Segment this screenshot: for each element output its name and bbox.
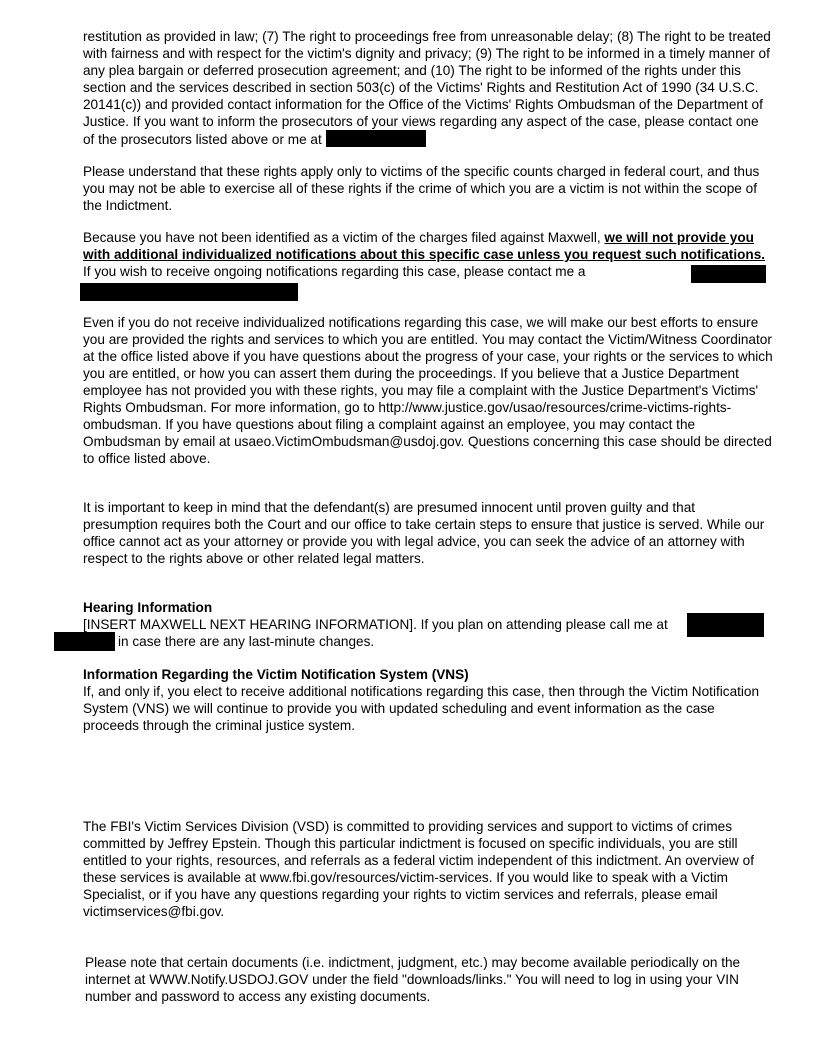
rights-scope-paragraph: Please understand that these rights apply only to victims of the specific counts charged in federal court, and thus you may not be able to exercise all of these rights if the crime of which you are a victim is not within the scope of the Indictment.: [83, 164, 760, 213]
vns-heading: Information Regarding the Victim Notification System (VNS): [83, 667, 469, 682]
documents-note-paragraph: Please note that certain documents (i.e. indictment, judgment, etc.) may become available periodically on the internet at WWW.Notify.USDOJ.GOV under the field "downloads/links." You will need to log in using your VIN number and password to access any existing documents.: [85, 955, 741, 1004]
vns-text: If, and only if, you elect to receive additional notifications regarding this case, then through the Victim Notification System (VNS) we will continue to provide you with updated scheduling and event information as the case proceeds through the criminal justice system.: [83, 684, 760, 733]
notification-text-pre: Because you have not been identified as a victim of the charges filed against Maxwell,: [83, 230, 605, 245]
presumption-paragraph: It is important to keep in mind that the defendant(s) are presumed innocent until proven guilty and that presumption requires both the Court and our office to take certain steps to ensure that justice is served. While our office cannot act as your attorney or provide you with legal advice, you can seek the advice of an attorney with respect to the rights above or other related legal matters.: [83, 500, 765, 566]
redaction-block: [687, 613, 764, 637]
hearing-line-2: in case there are any last-minute changes.: [118, 634, 375, 649]
rights-paragraph: [83, 28, 773, 148]
vns-section: [83, 666, 773, 734]
fbi-vsd-paragraph: The FBI's Victim Services Division (VSD) is committed to providing services and support to victims of crimes committed by Jeffrey Epstein. Though this particular indictment is focused on specific individuals, you are still entitled to your rights, resources, and referrals as a federal victim independent of this indictment. An overview of these services is available at www.fbi.gov/resources/victim-services. If you would like to speak with a Victim Specialist, or if you have any questions regarding your rights to victim services and referrals, please email victimservices@fbi.gov.: [83, 819, 754, 919]
notification-text-post: If you wish to receive ongoing notifications regarding this case, please contact me a: [83, 264, 586, 279]
redaction-block: [691, 265, 766, 283]
redaction-block: [326, 130, 426, 147]
rights-text: restitution as provided in law; (7) The right to proceedings free from unreasonable delay; (8) The right to be treated with fairness and with respect for the victim's dignity and privacy; (9) The right to be informed in a timely manner of any plea bargain or deferred prosecution agreement; and (10) The right to be informed of the rights under this section and the services described in section 503(c) of the Victims' Rights and Restitution Act of 1990 (34 U.S.C. 20141(c)) and provided contact information for the Office of the Victims' Rights Ombudsman of the Department of Justice. If you want to inform the prosecutors of your views regarding any aspect of the case, please contact one of the prosecutors listed above or me at: [83, 29, 771, 147]
notification-paragraph: [83, 229, 773, 280]
redaction-block: [54, 632, 115, 651]
hearing-line-1: [INSERT MAXWELL NEXT HEARING INFORMATION]. If you plan on attending please call me at: [83, 617, 668, 632]
redaction-block: [80, 283, 298, 301]
rights-services-paragraph: Even if you do not receive individualized notifications regarding this case, we will make our best efforts to ensure you are provided the rights and services to which you are entitled. You may contact the Victim/Witness Coordinator at the office listed above if you have questions about the progress of your case, your rights or the services to which you are entitled, or how you can assert them during the proceedings. If you believe that a Justice Department employee has not provided you with these rights, you may file a complaint with the Justice Department's Victims' Rights Ombudsman. For more information, go to http://www.justice.gov/usao/resources/crime-victims-rights-ombudsman. If you have questions about filing a complaint against an employee, you may contact the Ombudsman by email at usaeo.VictimOmbudsman@usdoj.gov. Questions concerning this case should be directed to office listed above.: [83, 315, 773, 466]
hearing-section: [83, 599, 773, 650]
notification-emphasis: we will not provide you with additional individualized notifications about this specific case unless you request such notifications.: [83, 230, 766, 262]
hearing-heading: Hearing Information: [83, 600, 213, 615]
